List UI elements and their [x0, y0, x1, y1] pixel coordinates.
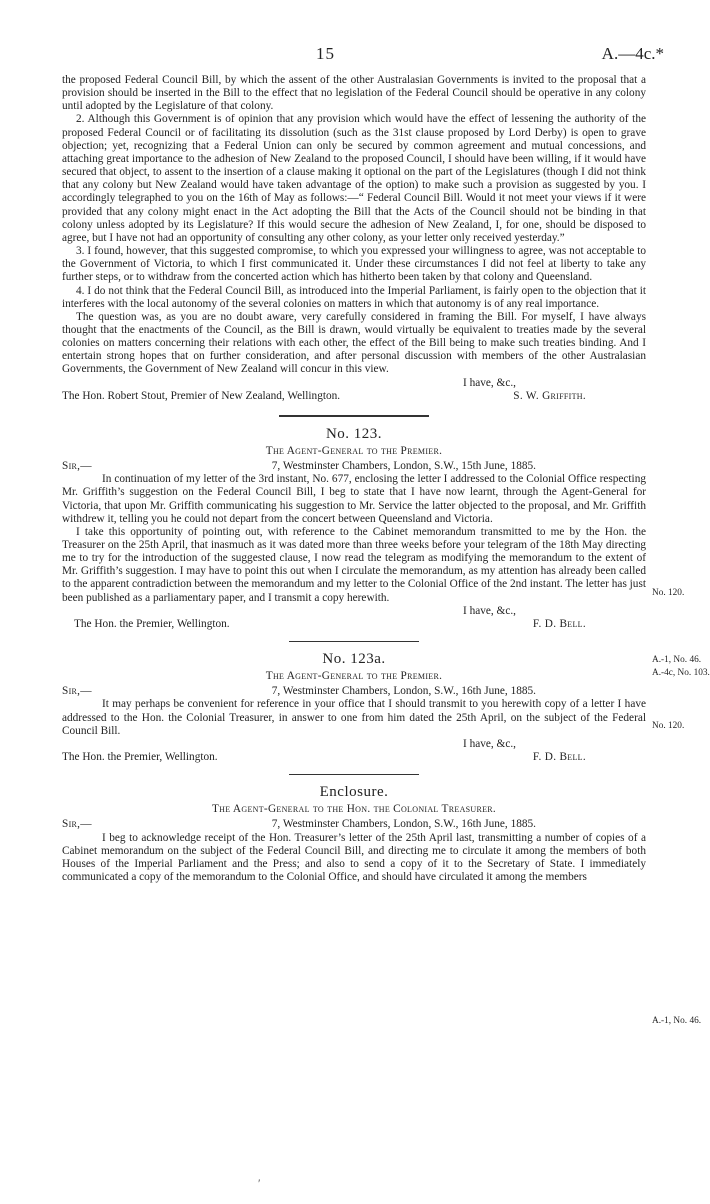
closing-have: I have, &c.,	[462, 737, 516, 750]
salutation: Sir,—	[62, 685, 92, 698]
paragraph: 4. I do not think that the Federal Council Bill, as introduced into the Imperial Parliament, is fairly open to the objection that it interferes with the local autonomy of the several colonies on matters in which that autonomy is of any real importance.	[62, 284, 646, 310]
enclosure-subheading: The Agent-General to the Hon. the Colonial Treasurer.	[211, 803, 497, 816]
closing-have: I have, &c.,	[462, 376, 516, 389]
paragraph: I take this opportunity of pointing out, with reference to the Cabinet memorandum transmitted to me by the Hon. the Treasurer on the 25th April, that inasmuch as it was dated more than three weeks before your telegram of the 18th May directing me to try for the introduction of the suggested clause, I now read the telegram as modifying the memorandum to the extent of Mr. Griffith’s suggestion. I may have to point this out when I circulate the memorandum, as my attention has already been called to the apparent contradiction between the memorandum and my letter to the Colonial Office of the 2nd instant. The letter has just been published as a parliamentary paper, and I transmit a copy herewith.	[62, 525, 646, 604]
letter-heading: No. 123.	[325, 425, 383, 442]
stray-mark: ′	[258, 1176, 261, 1190]
margin-reference: A.-1, No. 46.	[652, 1016, 702, 1026]
section-rule	[279, 415, 429, 417]
margin-reference: A.-4c, No. 103.	[652, 668, 710, 678]
section-rule	[289, 774, 419, 775]
addressee: The Hon. Robert Stout, Premier of New Zealand, Wellington.	[62, 389, 341, 402]
margin-reference: No. 120.	[652, 721, 685, 731]
paragraph: 3. I found, however, that this suggested compromise, to which you expressed your willingness to agree, was not acceptable to the Government of Victoria, to which I first communicated it. Under these circumstances I did not feel at liberty to take any further steps, or to withdraw from the concerted action which has hitherto been taken by that colony and Queensland.	[62, 245, 646, 284]
enclosure-heading: Enclosure.	[319, 784, 389, 801]
margin-reference: No. 120.	[652, 588, 685, 598]
paragraph: In continuation of my letter of the 3rd instant, No. 677, enclosing the letter I addressed to the Colonial Office respecting Mr. Griffith’s suggestion on the Federal Council Bill, I beg to state that I have now learnt, through the Agent-General for Victoria, that upon Mr. Griffith communicating his suggestion to Mr. Service the latter objected to the proposal, and Mr. Griffith withdrew it, telling you he could not depart from the concert between Queensland and Victoria.	[62, 473, 646, 525]
letter-address: 7, Westminster Chambers, London, S.W., 16th June, 1885.	[271, 685, 536, 698]
signature-line	[62, 390, 646, 403]
closing-have: I have, &c.,	[462, 604, 516, 617]
salutation: Sir,—	[62, 818, 92, 831]
letter-subheading: The Agent-General to the Premier.	[265, 444, 443, 457]
signature-line	[62, 751, 646, 764]
signature-line	[62, 618, 646, 631]
paragraph: the proposed Federal Council Bill, by which the assent of the other Australasian Governments is invited to the proposal that a provision should be inserted in the Bill to the effect that no legislation of the Federal Council should be operative in any colony until adopted by the Legislature of that colony.	[62, 74, 646, 113]
document-reference: A.—4c.*	[601, 44, 664, 63]
page-number: 15	[316, 44, 335, 63]
letter-address: 7, Westminster Chambers, London, S.W., 15th June, 1885.	[271, 460, 536, 473]
salutation-row	[62, 460, 646, 473]
paragraph: I beg to acknowledge receipt of the Hon. Treasurer’s letter of the 25th April last, transmitting a number of copies of a Cabinet memorandum on the subject of the Federal Council Bill, and directing me to circulate it among the members of both Houses of the Imperial Parliament and the Press; and also to send a copy of it to the Secretary of State. I immediately communicated a copy of the memorandum to the Colonial Office, and should have circulated it among the members	[62, 831, 646, 883]
signature: F. D. Bell.	[532, 751, 586, 764]
section-rule	[289, 641, 419, 642]
paragraph: The question was, as you are no doubt aware, very carefully considered in framing the Bill. For myself, I have always thought that the enactments of the Council, as the Bill is drawn, would virtually be equivalent to treaties made by the several colonies on matters concerning their relations with each other, the effect of the Bill being to make such treaties binding. And I entertain strong hopes that on further consideration, and after personal discussion with members of the other Australasian Governments, the Government of New Zealand will concur in this view.	[62, 310, 646, 376]
salutation: Sir,—	[62, 460, 92, 473]
paragraph: It may perhaps be convenient for reference in your office that I should transmit to you herewith copy of a letter I have addressed to the Hon. the Colonial Treasurer, in answer to one from him dated the 25th April, on the subject of the Federal Council Bill.	[62, 698, 646, 737]
letter-heading: No. 123a.	[322, 651, 386, 668]
salutation-row	[62, 685, 646, 698]
salutation-row	[62, 818, 646, 831]
paragraph: 2. Although this Government is of opinion that any provision which would have the effect of lessening the authority of the proposed Federal Council or of facilitating its dissolution (such as the 31st clause proposed by Lord Derby) is open to grave objection; yet, recognizing that a Federal Union can only be secured by common agreement and mutual concessions, and attaching great importance to the adhesion of New Zealand to the proposed Council, I should have been willing, if it would have secured that object, to assent to the insertion of a clause making it optional on the part of the Legislatures (though I did not think that any colony but New Zealand would have taken advantage of the option) to make such a provision as suggested by you. I accordingly telegraphed to you on the 16th of May as follows:—“ Federal Council Bill. Would it not meet your views if it were provided that any colony might enact in the Act adopting the Bill that the Acts of the Council should not be binding in that colony unless adopted by its Legislature? If this would secure the adhesion of New Zealand, I, for one, should be disposed to agree, but I have not had an opportunity of consulting any other colony, as your letter only received yesterday.”	[62, 113, 646, 244]
addressee: The Hon. the Premier, Wellington.	[62, 751, 218, 764]
document-body	[62, 74, 646, 884]
letter-subheading: The Agent-General to the Premier.	[265, 670, 443, 683]
signature: F. D. Bell.	[532, 617, 586, 630]
signature: S. W. Griffith.	[513, 389, 586, 402]
addressee: The Hon. the Premier, Wellington.	[74, 617, 230, 630]
margin-reference: A.-1, No. 46.	[652, 655, 702, 665]
letter-address: 7, Westminster Chambers, London, S.W., 16th June, 1885.	[271, 818, 536, 831]
